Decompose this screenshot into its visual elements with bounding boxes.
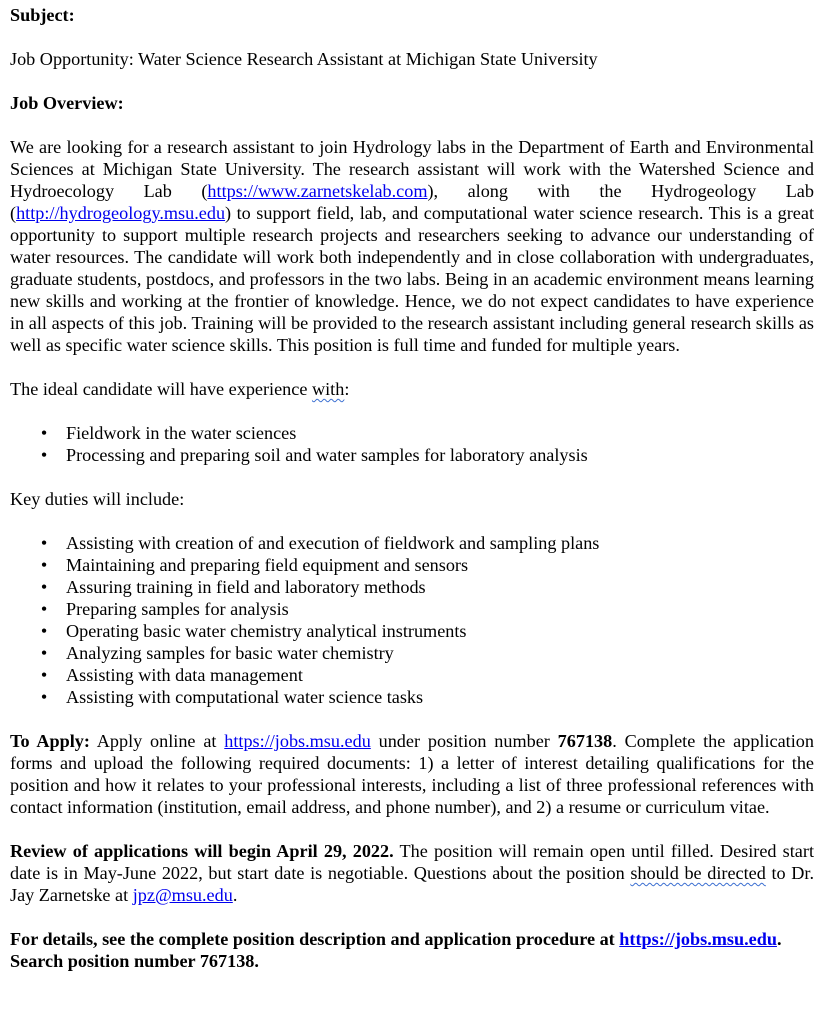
apply-text-3: . Complete the application forms and upload the following required documents: 1) a letter of interest detailing qualifications for the position and how it relates to your professional interests, including a list of three professional references with contact information (institution, email address, and phone number), and 2) a resume or curriculum vitae. bbox=[10, 731, 814, 817]
overview-text-3: ) to support field, lab, and computational water science research. This is a great opportunity to support multiple research projects and researchers seeking to advance our understanding of water resources. The candidate will work both independently and in close collaboration with undergraduates, graduate students, postdocs, and professors in the two labs. Being in an academic environment means learning new skills and working at the frontier of knowledge. Hence, we do not expect candidates to have experience in all aspects of this job. Training will be provided to the research assistant including general research skills as well as specific water science skills. This position is full time and funded for multiple years. bbox=[10, 203, 814, 355]
list-item-text: Assuring training in field and laboratory methods bbox=[66, 577, 426, 597]
list-item bbox=[10, 422, 814, 444]
contact-email-link[interactable]: jpz@msu.edu bbox=[132, 885, 233, 905]
overview-text-2: ), along with the Hydrogeology Lab ( bbox=[10, 181, 814, 223]
list-item bbox=[10, 532, 814, 554]
bullet-icon: • bbox=[40, 423, 48, 443]
review-spellcheck-phrase: should be directed bbox=[630, 863, 766, 883]
bullet-icon: • bbox=[40, 599, 48, 619]
position-number: 767138 bbox=[557, 731, 613, 751]
details-jobs-link[interactable]: https://jobs.msu.edu bbox=[619, 929, 777, 949]
review-label: Review of applications will begin April 29, 2022. bbox=[10, 841, 394, 861]
review-paragraph bbox=[10, 840, 814, 906]
ideal-candidate-intro bbox=[10, 378, 814, 400]
list-item bbox=[10, 686, 814, 708]
apply-text-1: Apply online at bbox=[89, 731, 225, 751]
bullet-icon: • bbox=[40, 643, 48, 663]
list-item-text: Assisting with computational water science tasks bbox=[66, 687, 424, 707]
list-item-text: Analyzing samples for basic water chemistry bbox=[66, 643, 394, 663]
details-text-2: . Search position number 767138. bbox=[10, 929, 782, 971]
ideal-intro-spellcheck-word: with bbox=[311, 379, 345, 399]
list-item-text: Preparing samples for analysis bbox=[66, 599, 289, 619]
apply-paragraph bbox=[10, 730, 814, 818]
ideal-candidate-list bbox=[10, 422, 814, 466]
review-text-3: . bbox=[232, 885, 238, 905]
list-item bbox=[10, 554, 814, 576]
overview-paragraph bbox=[10, 136, 814, 356]
review-text-1: The position will remain open until filled. Desired start date is in May-June 2022, but start date is negotiable. Questions about the position bbox=[10, 841, 814, 883]
review-text-2: to Dr. Jay Zarnetske at bbox=[10, 863, 814, 905]
duties-intro: Key duties will include: bbox=[10, 489, 185, 509]
list-item bbox=[10, 444, 814, 466]
overview-text-1: We are looking for a research assistant to join Hydrology labs in the Department of Earth and Environmental Sciences at Michigan State University. The research assistant will work with the Watershed Science and Hydroecology Lab ( bbox=[10, 137, 814, 201]
zarnetske-lab-link[interactable]: https://www.zarnetskelab.com bbox=[207, 181, 428, 201]
list-item bbox=[10, 664, 814, 686]
bullet-icon: • bbox=[40, 621, 48, 641]
list-item-text: Fieldwork in the water sciences bbox=[66, 423, 297, 443]
bullet-icon: • bbox=[40, 445, 48, 465]
list-item-text: Assisting with creation of and execution of fieldwork and sampling plans bbox=[66, 533, 600, 553]
list-item-text: Processing and preparing soil and water samples for laboratory analysis bbox=[66, 445, 588, 465]
list-item-text: Assisting with data management bbox=[66, 665, 303, 685]
bullet-icon: • bbox=[40, 687, 48, 707]
overview-label: Job Overview: bbox=[10, 93, 124, 113]
bullet-icon: • bbox=[40, 533, 48, 553]
list-item-text: Maintaining and preparing field equipment and sensors bbox=[66, 555, 469, 575]
ideal-intro-suffix: : bbox=[344, 379, 350, 399]
details-paragraph bbox=[10, 928, 814, 972]
details-text-1: For details, see the complete position description and application procedure at bbox=[10, 929, 620, 949]
duties-list bbox=[10, 532, 814, 708]
apply-text-2: under position number bbox=[370, 731, 558, 751]
jobs-msu-link[interactable]: https://jobs.msu.edu bbox=[224, 731, 371, 751]
hydrogeology-lab-link[interactable]: http://hydrogeology.msu.edu bbox=[16, 203, 226, 223]
bullet-icon: • bbox=[40, 665, 48, 685]
ideal-intro-prefix: The ideal candidate will have experience bbox=[10, 379, 312, 399]
list-item bbox=[10, 576, 814, 598]
list-item-text: Operating basic water chemistry analytical instruments bbox=[66, 621, 467, 641]
subject-label: Subject: bbox=[10, 5, 75, 25]
apply-label: To Apply: bbox=[10, 731, 90, 751]
list-item bbox=[10, 598, 814, 620]
bullet-icon: • bbox=[40, 555, 48, 575]
bullet-icon: • bbox=[40, 577, 48, 597]
subject-text: Job Opportunity: Water Science Research Assistant at Michigan State University bbox=[10, 49, 598, 69]
list-item bbox=[10, 642, 814, 664]
list-item bbox=[10, 620, 814, 642]
